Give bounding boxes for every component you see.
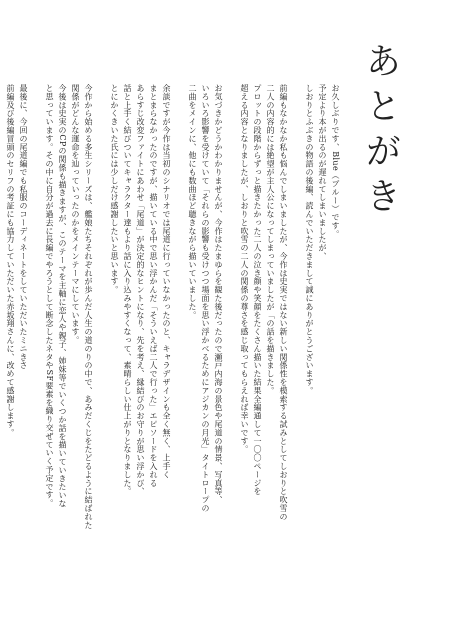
text-line: と思っています。その中に自分が過去に長編でやろうとして断念したネタやSF要素を織り交ぜていく予定です。 xyxy=(45,84,54,508)
text-line: 今作から始める多生シリーズは、艦娘たちそれぞれが歩んだ人生の道のりの中で、あみだくじをたどるように結ばれた xyxy=(84,84,93,530)
text-line: あらすじ改変ファイトにあわせ「尾道」が決定的なヒントになり、先を考え、縁結びのお守りが思い浮かび、 xyxy=(136,84,145,496)
text-line: 関係がどんな運命を辿っていったのかをメインテーマにしています。 xyxy=(71,84,80,345)
text-line: 話と上手く結びついてキャラクター達もより話に入り込みやすくなって、素晴らしい仕上がりとなりました。 xyxy=(123,84,132,496)
text-line: しおりとふぶきの物語の後編、読んでいただきまして誠にありがとうございます。 xyxy=(305,84,314,395)
text-line: 二曲をメインに、他にも数曲ほど聴きながら描いていました。 xyxy=(188,84,197,320)
text-line: 余談ですが今作は当初のシナリオでは尾道に行っていなかったのと、キャラデザインも全く無く、上手く xyxy=(162,84,171,479)
text-line: 最後に、今回の尾道編でも私服のコーディネートをしていただいたミニきさ xyxy=(19,84,28,370)
text-line: 前編もなかなか私も悩んでしまいましたが、今作は史実ではない新しい関係性を模索する試みとしてしおりと吹雪の xyxy=(279,84,288,521)
text-line: お気づきかどうかわかりませんが、今作はたまゆらを観た後だったので瀬戸内海の景色や尾道の情景、写真等、 xyxy=(214,84,223,504)
text-line: まとまらなかったのですが、描いている中で思い浮かんだ「そういえば二人で行った」エピソードを入れる xyxy=(149,84,158,488)
text-line: 今後は史実のCPの関係も描きますが、このテーマを主軸に恋人や親子、姉妹等でいくつか話を描いていきたいな xyxy=(58,84,67,508)
text-line: いろいろ影響を受けていて「それらの影響も受けつつ場面を思い浮かべるためにアジカンの月光」タイトロープの xyxy=(201,84,210,513)
text-line: 予定より本が出るのが遅れてしまいましたが、 xyxy=(318,84,327,261)
text-line: とにかくきいた氏には少しだけ感謝したいと思います。 xyxy=(110,84,119,294)
text-line: 超える内容となりましたが、しおりと吹雪の二人の関係の尊さを感じ取ってもらえれば幸いです。 xyxy=(240,84,249,454)
text-line: 前編及び後編冒頭のセリフの考証にも協力していただいた赤坂翔さんに、改めて感謝します。 xyxy=(6,84,15,437)
text-line: プロットの段階からずっと描きたかった二人の泣き顔や笑顔をたくさん描いた結果全編通して一〇〇ページを xyxy=(253,84,262,496)
text-line: お久しぶりです、Blue（ブルー）です。 xyxy=(331,84,340,239)
text-line: 二人の内容的には絶望が主人公になってしまっていましたが「の話を描きました。 xyxy=(266,84,275,395)
page-title: あとがき xyxy=(360,42,401,222)
